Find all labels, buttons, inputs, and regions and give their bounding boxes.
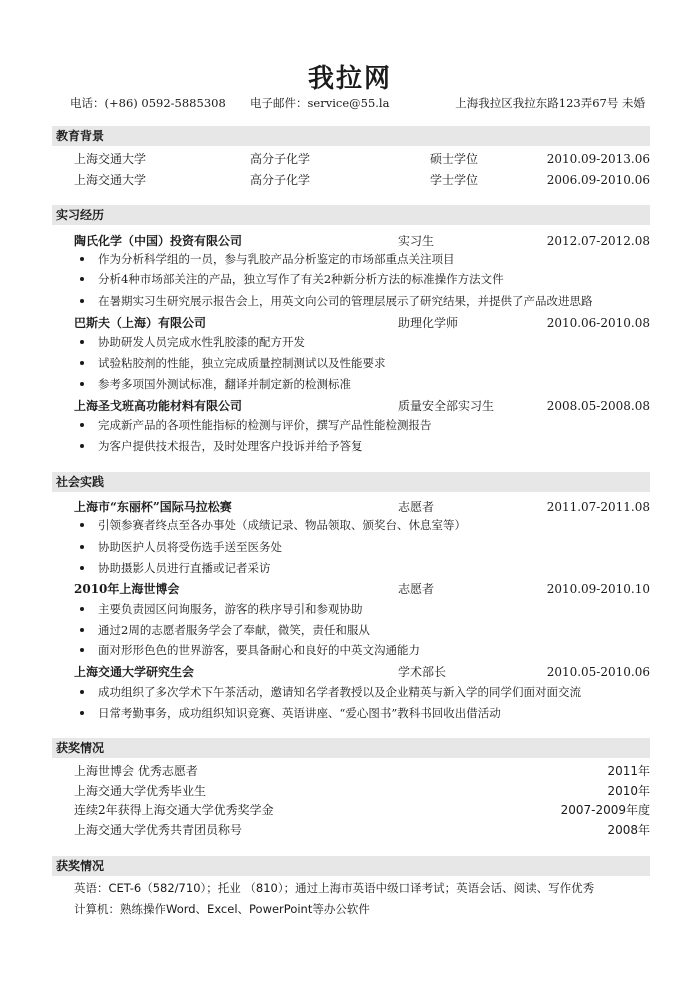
bullet-text: 在暑期实习生研究展示报告会上，用英文向公司的管理层展示了研究结果，并提供了产品改进思路 (98, 294, 593, 308)
job-bullet (80, 270, 660, 288)
job-bullet (80, 683, 660, 701)
award-year: 2011年 (607, 764, 650, 778)
education-period: 2010.09-2013.06 (546, 152, 650, 166)
education-school: 上海交通大学 (74, 173, 147, 187)
bullet-dot (80, 361, 84, 365)
education-period: 2006.09-2010.06 (546, 173, 650, 187)
email-text: 电子邮件：service@55.la (250, 96, 390, 110)
bullet-dot (80, 690, 84, 694)
award-row (0, 782, 700, 800)
job-header (0, 498, 700, 516)
phone-text: 电话：(+86) 0592-5885308 (70, 96, 226, 110)
bullet-text: 协助研发人员完成水性乳胶漆的配方开发 (98, 335, 305, 349)
job-company: 上海交通大学研究生会 (74, 665, 195, 679)
job-bullet (80, 250, 660, 268)
award-year: 2008年 (607, 823, 650, 837)
award-row (0, 801, 700, 819)
education-major: 高分子化学 (250, 173, 311, 187)
job-bullet (80, 559, 660, 577)
bullet-dot (80, 257, 84, 261)
bullet-dot (80, 523, 84, 527)
bullet-dot (80, 545, 84, 549)
job-role: 助理化学师 (398, 316, 459, 330)
section-awards-title: 获奖情况 (52, 738, 650, 758)
section-internship-title: 实习经历 (52, 205, 650, 225)
job-bullet (80, 375, 660, 393)
job-bullet (80, 354, 660, 372)
section-education-title: 教育背景 (52, 126, 650, 146)
job-bullet (80, 333, 660, 351)
contact-line (0, 95, 700, 111)
bullet-text: 协助摄影人员进行直播或记者采访 (98, 561, 271, 575)
bullet-dot (80, 444, 84, 448)
bullet-text: 为客户提供技术报告，及时处理客户投诉并给予答复 (98, 439, 363, 453)
job-bullet (80, 621, 660, 639)
bullet-text: 分析4种市场部关注的产品，独立写作了有关2种新分析方法的标准操作方法文件 (98, 272, 504, 286)
education-row (0, 171, 700, 189)
bullet-dot (80, 382, 84, 386)
job-company: 巴斯夫（上海）有限公司 (74, 316, 207, 330)
bullet-text: 协助医护人员将受伤选手送至医务处 (98, 540, 282, 554)
job-role: 实习生 (398, 234, 435, 248)
skills-line: 计算机：熟练操作Word、Excel、PowerPoint等办公软件 (74, 902, 370, 916)
bullet-text: 参考多项国外测试标准，翻译并制定新的检测标准 (98, 377, 351, 391)
bullet-text: 作为分析科学组的一员，参与乳胶产品分析鉴定的市场部重点关注项目 (98, 252, 455, 266)
bullet-text: 日常考勤事务，成功组织知识竞赛、英语讲座、“爱心图书”教科书回收出借活动 (98, 706, 501, 720)
section-skills-title: 获奖情况 (52, 856, 650, 876)
job-period: 2010.05-2010.06 (546, 665, 650, 679)
job-role: 志愿者 (398, 582, 435, 596)
bullet-text: 面对形形色色的世界游客，要具备耐心和良好的中英文沟通能力 (98, 643, 420, 657)
bullet-text: 主要负责园区问询服务，游客的秩序导引和参观协助 (98, 602, 363, 616)
bullet-dot (80, 566, 84, 570)
job-period: 2012.07-2012.08 (546, 234, 650, 248)
job-header (0, 232, 700, 250)
job-bullet (80, 704, 660, 722)
bullet-text: 成功组织了多次学术下午茶活动，邀请知名学者教授以及企业精英与新入学的同学们面对面交流 (98, 685, 581, 699)
job-bullet (80, 600, 660, 618)
job-company: 上海圣戈班高功能材料有限公司 (74, 399, 243, 413)
education-row (0, 150, 700, 168)
job-company: 陶氏化学（中国）投资有限公司 (74, 234, 243, 248)
bullet-dot (80, 607, 84, 611)
bullet-text: 通过2周的志愿者服务学会了奉献，微笑，责任和服从 (98, 623, 370, 637)
award-year: 2007-2009年度 (560, 803, 650, 817)
award-name: 上海交通大学优秀共青团员称号 (74, 823, 243, 837)
award-row (0, 821, 700, 839)
award-name: 连续2年获得上海交通大学优秀奖学金 (74, 803, 274, 817)
bullet-text: 试验粘胶剂的性能，独立完成质量控制测试以及性能要求 (98, 356, 386, 370)
address-text: 上海我拉区我拉东路123弄67号 未婚 (455, 96, 645, 110)
bullet-dot (80, 340, 84, 344)
job-bullet (80, 437, 660, 455)
job-header (0, 314, 700, 332)
job-period: 2008.05-2008.08 (546, 399, 650, 413)
job-bullet (80, 292, 660, 310)
skills-line: 英语：CET-6（582/710）；托业 （810）；通过上海市英语中级口译考试；英语会话、阅读、写作优秀 (74, 881, 595, 895)
bullet-dot (80, 648, 84, 652)
education-school: 上海交通大学 (74, 152, 147, 166)
award-year: 2010年 (607, 784, 650, 798)
job-role: 质量安全部实习生 (398, 399, 495, 413)
award-row (0, 762, 700, 780)
job-role: 志愿者 (398, 500, 435, 514)
bullet-dot (80, 423, 84, 427)
job-bullet (80, 516, 660, 534)
job-header (0, 580, 700, 598)
job-period: 2010.09-2010.10 (546, 582, 650, 596)
bullet-dot (80, 711, 84, 715)
bullet-text: 完成新产品的各项性能指标的检测与评价，撰写产品性能检测报告 (98, 418, 432, 432)
job-period: 2011.07-2011.08 (546, 500, 650, 514)
section-social-title: 社会实践 (52, 472, 650, 492)
job-bullet (80, 641, 660, 659)
resume-name: 我拉网 (307, 64, 392, 94)
bullet-text: 引领参赛者终点至各办事处（成绩记录、物品领取、颁奖台、休息室等） (98, 518, 466, 532)
education-degree: 硕士学位 (430, 152, 479, 166)
bullet-dot (80, 628, 84, 632)
bullet-dot (80, 277, 84, 281)
job-company: 上海市“东丽杯”国际马拉松赛 (74, 500, 232, 514)
job-company: 2010年上海世博会 (74, 582, 180, 596)
award-name: 上海交通大学优秀毕业生 (74, 784, 207, 798)
education-degree: 学士学位 (430, 173, 479, 187)
job-bullet (80, 416, 660, 434)
job-period: 2010.06-2010.08 (546, 316, 650, 330)
education-major: 高分子化学 (250, 152, 311, 166)
job-bullet (80, 538, 660, 556)
award-name: 上海世博会 优秀志愿者 (74, 764, 198, 778)
job-role: 学术部长 (398, 665, 447, 679)
bullet-dot (80, 299, 84, 303)
job-header (0, 663, 700, 681)
job-header (0, 397, 700, 415)
